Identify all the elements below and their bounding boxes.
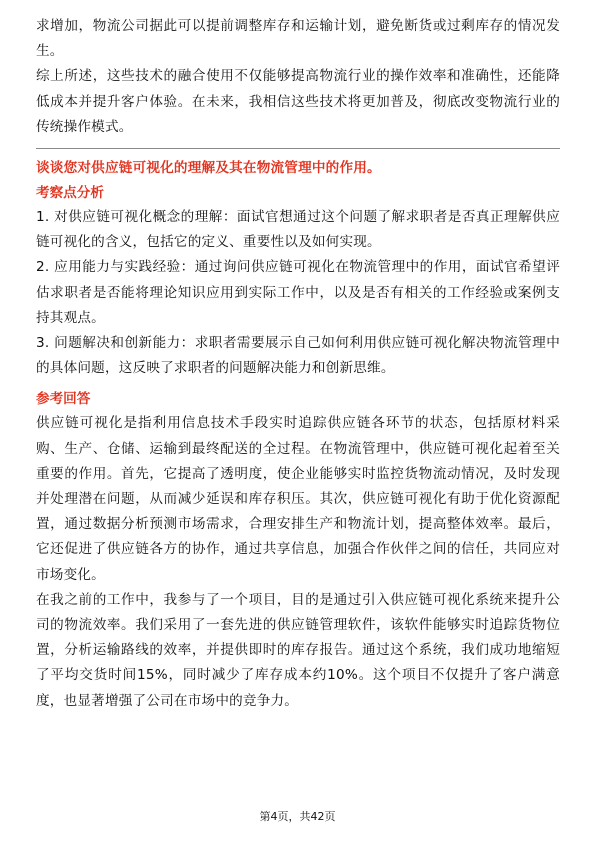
analysis-point-3: 3. 问题解决和创新能力：求职者需要展示自己如何利用供应链可视化解决物流管理中的具体问题，这反映了求职者的问题解决能力和创新思维。 <box>36 335 560 377</box>
answer-heading: 参考回答 <box>36 391 91 408</box>
interview-question: 谈谈您对供应链可视化的理解及其在物流管理中的作用。 <box>36 160 381 177</box>
section-divider <box>36 148 560 149</box>
page-number-footer: 第4页，共42页 <box>259 810 336 823</box>
intro-paragraph-1: 求增加，物流公司据此可以提前调整库存和运输计划，避免断货或过剩库存的情况发生。 <box>36 18 560 60</box>
analysis-heading: 考察点分析 <box>36 185 104 202</box>
intro-paragraph-2: 综上所述，这些技术的融合使用不仅能够提高物流行业的操作效率和准确性，还能降低成本并提升客户体验。在未来，我相信这些技术将更加普及，彻底改变物流行业的传统操作模式。 <box>36 68 560 135</box>
answer-paragraph-1: 供应链可视化是指利用信息技术手段实时追踪供应链各环节的状态，包括原材料采购、生产、仓储、运输到最终配送的全过程。在物流管理中，供应链可视化起着至关重要的作用。首先，它提高了透明度，使企业能够实时监控货物流动情况，及时发现并处理潜在问题，从而减少延误和库存积压。其次，供应链可视化有助于优化资源配置，通过数据分析预测市场需求，合理安排生产和物流计划，提高整体效率。最后，它还促进了供应链各方的协作，通过共享信息，加强合作伙伴之间的信任，共同应对市场变化。 <box>36 415 560 583</box>
spacer <box>36 381 560 385</box>
page-content <box>36 14 560 714</box>
answer-paragraph-2: 在我之前的工作中，我参与了一个项目，目的是通过引入供应链可视化系统来提升公司的物流效率。我们采用了一套先进的供应链管理软件，该软件能够实时追踪货物位置，分析运输路线的效率，并提供即时的库存报告。通过这个系统，我们成功地缩短了平均交货时间15%，同时减少了库存成本约10%。这个项目不仅提升了客户满意度，也显著增强了公司在市场中的竞争力。 <box>36 591 560 709</box>
analysis-point-1: 1. 对供应链可视化概念的理解：面试官想通过这个问题了解求职者是否真正理解供应链可视化的含义，包括它的定义、重要性以及如何实现。 <box>36 209 560 251</box>
analysis-point-2: 2. 应用能力与实践经验：通过询问供应链可视化在物流管理中的作用，面试官希望评估求职者是否能将理论知识应用到实际工作中，以及是否有相关的工作经验或案例支持其观点。 <box>36 259 560 326</box>
